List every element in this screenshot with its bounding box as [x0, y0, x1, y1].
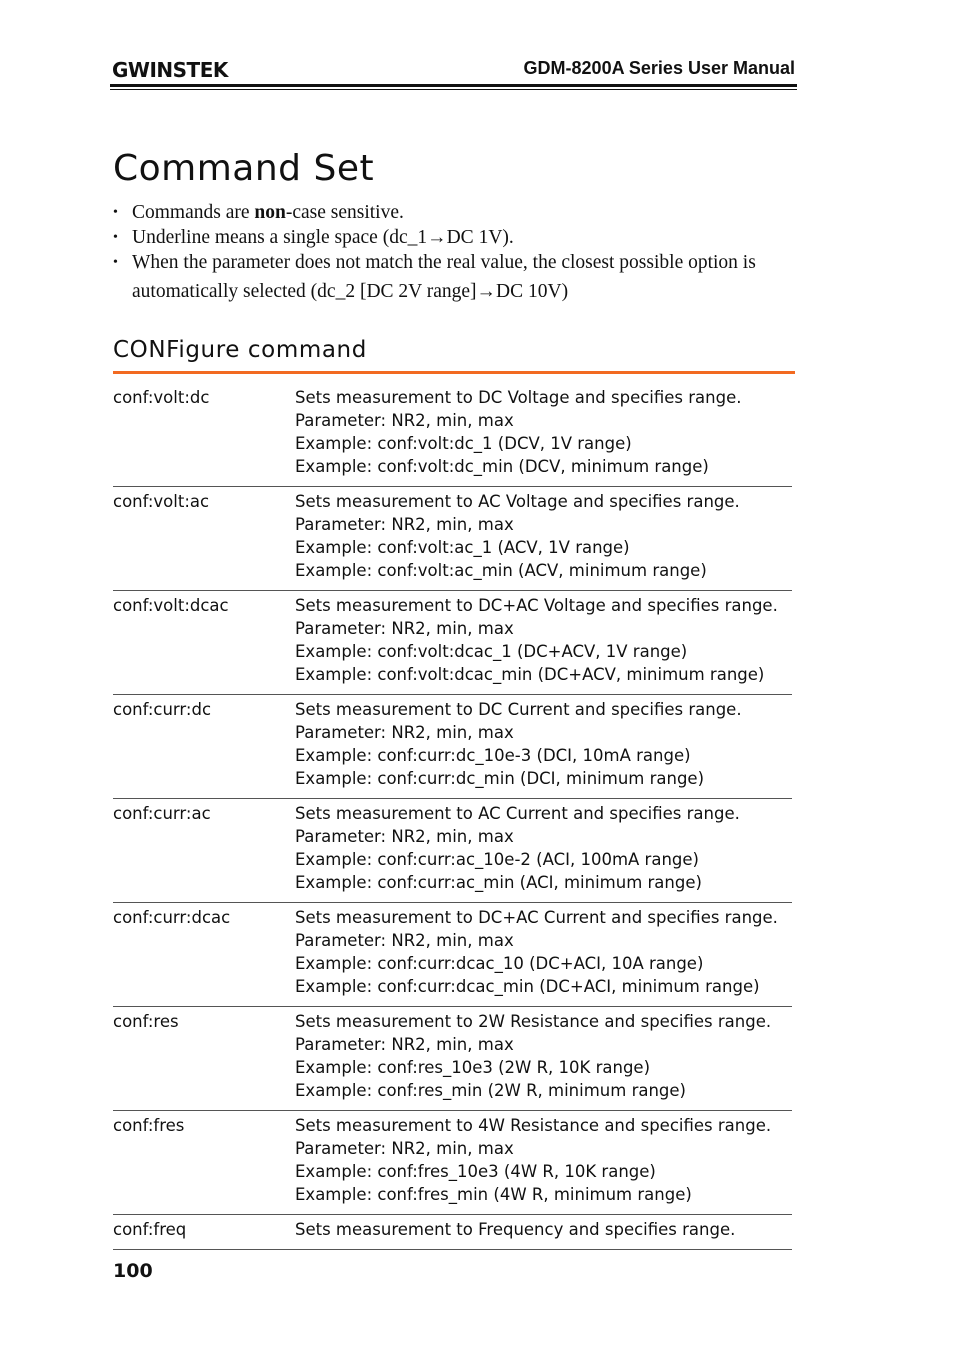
command-row — [113, 591, 792, 695]
description-line: Example: conf:volt:ac_min (ACV, minimum range) — [295, 561, 707, 580]
command-description — [295, 487, 792, 591]
command-description — [295, 591, 792, 695]
description-line: Sets measurement to DC+AC Voltage and specifies range. — [295, 596, 778, 615]
command-name: conf:res — [113, 1007, 295, 1111]
command-row — [113, 799, 792, 903]
command-table — [113, 383, 792, 1250]
description-line: Parameter: NR2, min, max — [295, 827, 514, 846]
command-name: conf:freq — [113, 1215, 295, 1250]
command-description — [295, 1007, 792, 1111]
command-description — [295, 799, 792, 903]
description-line: Example: conf:curr:ac_10e-2 (ACI, 100mA range) — [295, 850, 699, 869]
description-line: Example: conf:curr:ac_min (ACI, minimum range) — [295, 873, 702, 892]
description-line: Example: conf:volt:dc_1 (DCV, 1V range) — [295, 434, 632, 453]
description-line: Sets measurement to 4W Resistance and specifies range. — [295, 1116, 772, 1135]
description-line: Example: conf:volt:dcac_1 (DC+ACV, 1V range) — [295, 642, 688, 661]
description-line: Sets measurement to AC Voltage and specifies range. — [295, 492, 740, 511]
description-line: Example: conf:volt:dc_min (DCV, minimum range) — [295, 457, 709, 476]
description-line: Example: conf:res_min (2W R, minimum range) — [295, 1081, 686, 1100]
bullet-item: • When the parameter does not match the real value, the closest possible option is automatically selected (dc_2 [DC 2V range]→DC 10V) — [113, 248, 773, 306]
command-name: conf:curr:ac — [113, 799, 295, 903]
description-line: Parameter: NR2, min, max — [295, 1035, 514, 1054]
description-line: Example: conf:curr:dc_min (DCI, minimum range) — [295, 769, 705, 788]
description-line: Parameter: NR2, min, max — [295, 931, 514, 950]
page-title: Command Set — [113, 148, 375, 189]
description-line: Example: conf:fres_min (4W R, minimum range) — [295, 1185, 692, 1204]
manual-title: GDM-8200A Series User Manual — [523, 58, 795, 78]
bullet-item: • Underline means a single space (dc_1→DC 1V). — [113, 223, 773, 252]
description-line: Parameter: NR2, min, max — [295, 411, 514, 430]
section-title: CONFigure command — [113, 337, 367, 363]
description-line: Sets measurement to Frequency and specifies range. — [295, 1220, 736, 1239]
command-name: conf:curr:dc — [113, 695, 295, 799]
header-rule-thin — [110, 89, 797, 90]
command-description — [295, 1215, 792, 1250]
description-line: Sets measurement to AC Current and specifies range. — [295, 804, 740, 823]
description-line: Example: conf:fres_10e3 (4W R, 10K range) — [295, 1162, 656, 1181]
command-row — [113, 695, 792, 799]
bullet-text-post: -case sensitive. — [285, 202, 404, 223]
command-row — [113, 487, 792, 591]
command-description — [295, 1111, 792, 1215]
bullet-text-bold: non — [254, 202, 286, 223]
section-rule — [113, 371, 795, 374]
command-description — [295, 903, 792, 1007]
description-line: Sets measurement to DC Voltage and specifies range. — [295, 388, 742, 407]
command-name: conf:fres — [113, 1111, 295, 1215]
description-line: Example: conf:res_10e3 (2W R, 10K range) — [295, 1058, 651, 1077]
description-line: Parameter: NR2, min, max — [295, 723, 514, 742]
command-description — [295, 383, 792, 487]
gwinstek-logo: GWINSTEK — [112, 58, 228, 82]
command-name: conf:volt:dcac — [113, 591, 295, 695]
command-row — [113, 903, 792, 1007]
command-row — [113, 1007, 792, 1111]
description-line: Example: conf:curr:dcac_min (DC+ACI, minimum range) — [295, 977, 760, 996]
description-line: Example: conf:curr:dcac_10 (DC+ACI, 10A range) — [295, 954, 704, 973]
description-line: Parameter: NR2, min, max — [295, 619, 514, 638]
bullet-list — [113, 198, 773, 306]
description-line: Example: conf:curr:dc_10e-3 (DCI, 10mA range) — [295, 746, 691, 765]
command-row — [113, 383, 792, 487]
description-line: Example: conf:volt:dcac_min (DC+ACV, minimum range) — [295, 665, 765, 684]
command-row — [113, 1111, 792, 1215]
command-description — [295, 695, 792, 799]
bullet-text-pre: Commands are — [132, 202, 255, 223]
command-row — [113, 1215, 792, 1250]
description-line: Example: conf:volt:ac_1 (ACV, 1V range) — [295, 538, 630, 557]
command-name: conf:volt:ac — [113, 487, 295, 591]
command-name: conf:volt:dc — [113, 383, 295, 487]
description-line: Sets measurement to DC Current and specifies range. — [295, 700, 742, 719]
description-line: Sets measurement to 2W Resistance and specifies range. — [295, 1012, 772, 1031]
page-header — [112, 54, 797, 86]
description-line: Sets measurement to DC+AC Current and specifies range. — [295, 908, 778, 927]
header-rule — [110, 84, 797, 87]
description-line: Parameter: NR2, min, max — [295, 515, 514, 534]
page-number: 100 — [113, 1260, 153, 1282]
command-name: conf:curr:dcac — [113, 903, 295, 1007]
description-line: Parameter: NR2, min, max — [295, 1139, 514, 1158]
